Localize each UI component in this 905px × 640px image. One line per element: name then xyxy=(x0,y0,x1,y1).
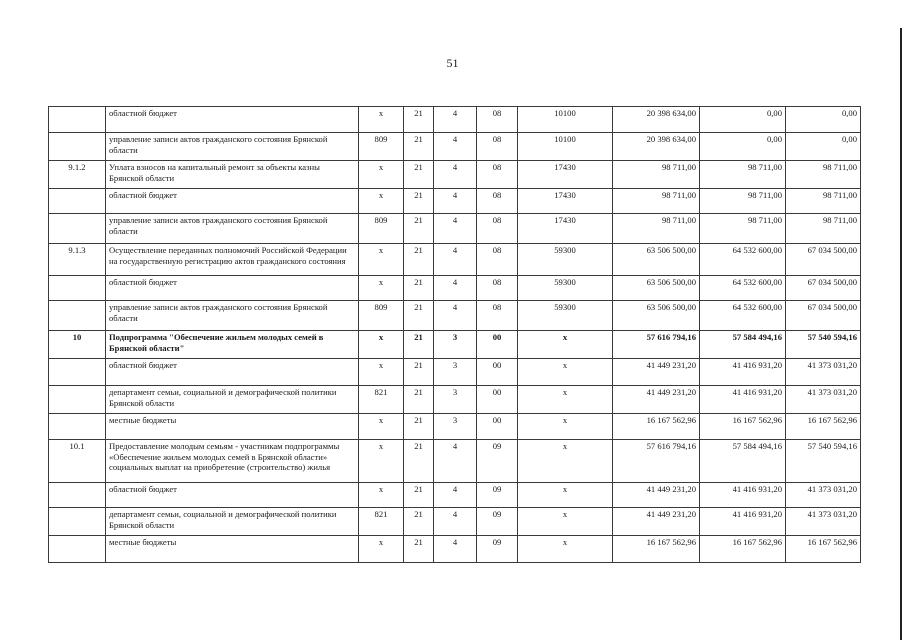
amount-year2-cell: 41 416 931,20 xyxy=(700,386,786,414)
program-code-cell: 21 xyxy=(404,331,434,359)
direction-code-cell: 10100 xyxy=(518,133,613,161)
scan-edge-line xyxy=(900,28,902,640)
subprogram-code-cell: 4 xyxy=(434,301,477,331)
row-name-cell: Осуществление переданных полномочий Российской Федерации на государственную регистрацию актов гражданского состояния xyxy=(106,244,359,276)
table-row xyxy=(49,440,861,483)
amount-year2-cell: 41 416 931,20 xyxy=(700,359,786,386)
program-code-cell: 21 xyxy=(404,414,434,440)
amount-year3-cell: 0,00 xyxy=(786,107,861,133)
amount-year1-cell: 41 449 231,20 xyxy=(613,508,700,536)
table-body xyxy=(49,107,861,563)
amount-year2-cell: 98 711,00 xyxy=(700,161,786,189)
admin-code-cell: х xyxy=(359,331,404,359)
admin-code-cell: х xyxy=(359,483,404,508)
table-row xyxy=(49,483,861,508)
amount-year1-cell: 16 167 562,96 xyxy=(613,414,700,440)
admin-code-cell: х xyxy=(359,414,404,440)
amount-year2-cell: 98 711,00 xyxy=(700,189,786,214)
admin-code-cell: х xyxy=(359,189,404,214)
program-code-cell: 21 xyxy=(404,508,434,536)
direction-code-cell: 59300 xyxy=(518,244,613,276)
row-name-cell: областной бюджет xyxy=(106,107,359,133)
row-name-cell: Уплата взносов на капитальный ремонт за объекты казны Брянской области xyxy=(106,161,359,189)
row-number-cell xyxy=(49,386,106,414)
row-name-cell: областной бюджет xyxy=(106,276,359,301)
subprogram-code-cell: 4 xyxy=(434,276,477,301)
section-code-cell: 00 xyxy=(477,414,518,440)
row-number-cell xyxy=(49,536,106,563)
subprogram-code-cell: 4 xyxy=(434,483,477,508)
row-name-cell: Предоставление молодым семьям - участникам подпрограммы «Обеспечение жильем молодых семей в Брянской области» социальных выплат на приобретение (строительство) жилья xyxy=(106,440,359,483)
amount-year1-cell: 20 398 634,00 xyxy=(613,133,700,161)
direction-code-cell: х xyxy=(518,440,613,483)
table-row xyxy=(49,189,861,214)
amount-year2-cell: 64 532 600,00 xyxy=(700,301,786,331)
direction-code-cell: х xyxy=(518,414,613,440)
admin-code-cell: 809 xyxy=(359,214,404,244)
direction-code-cell: х xyxy=(518,359,613,386)
row-number-cell xyxy=(49,359,106,386)
table-row xyxy=(49,386,861,414)
section-code-cell: 00 xyxy=(477,359,518,386)
amount-year3-cell: 41 373 031,20 xyxy=(786,508,861,536)
section-code-cell: 08 xyxy=(477,133,518,161)
program-code-cell: 21 xyxy=(404,301,434,331)
amount-year2-cell: 41 416 931,20 xyxy=(700,508,786,536)
row-number-cell xyxy=(49,301,106,331)
table-row xyxy=(49,244,861,276)
direction-code-cell: х xyxy=(518,508,613,536)
section-code-cell: 09 xyxy=(477,483,518,508)
row-number-cell xyxy=(49,276,106,301)
amount-year1-cell: 63 506 500,00 xyxy=(613,276,700,301)
section-code-cell: 08 xyxy=(477,161,518,189)
row-name-cell: областной бюджет xyxy=(106,359,359,386)
section-code-cell: 08 xyxy=(477,214,518,244)
admin-code-cell: х xyxy=(359,536,404,563)
admin-code-cell: х xyxy=(359,359,404,386)
section-code-cell: 09 xyxy=(477,440,518,483)
amount-year3-cell: 41 373 031,20 xyxy=(786,386,861,414)
amount-year3-cell: 16 167 562,96 xyxy=(786,414,861,440)
direction-code-cell: х xyxy=(518,331,613,359)
table-row xyxy=(49,331,861,359)
program-code-cell: 21 xyxy=(404,483,434,508)
program-code-cell: 21 xyxy=(404,440,434,483)
subprogram-code-cell: 4 xyxy=(434,133,477,161)
budget-table xyxy=(48,106,861,563)
direction-code-cell: 59300 xyxy=(518,301,613,331)
admin-code-cell: 821 xyxy=(359,508,404,536)
amount-year3-cell: 41 373 031,20 xyxy=(786,359,861,386)
program-code-cell: 21 xyxy=(404,161,434,189)
direction-code-cell: 10100 xyxy=(518,107,613,133)
subprogram-code-cell: 3 xyxy=(434,359,477,386)
amount-year2-cell: 64 532 600,00 xyxy=(700,244,786,276)
direction-code-cell: х xyxy=(518,483,613,508)
row-number-cell: 9.1.2 xyxy=(49,161,106,189)
table-row xyxy=(49,301,861,331)
direction-code-cell: 17430 xyxy=(518,214,613,244)
section-code-cell: 08 xyxy=(477,244,518,276)
row-number-cell: 10.1 xyxy=(49,440,106,483)
amount-year1-cell: 57 616 794,16 xyxy=(613,331,700,359)
subprogram-code-cell: 3 xyxy=(434,386,477,414)
program-code-cell: 21 xyxy=(404,536,434,563)
row-name-cell: управление записи актов гражданского состояния Брянской области xyxy=(106,301,359,331)
direction-code-cell: х xyxy=(518,536,613,563)
program-code-cell: 21 xyxy=(404,244,434,276)
row-number-cell xyxy=(49,483,106,508)
subprogram-code-cell: 4 xyxy=(434,440,477,483)
amount-year2-cell: 41 416 931,20 xyxy=(700,483,786,508)
direction-code-cell: х xyxy=(518,386,613,414)
amount-year2-cell: 64 532 600,00 xyxy=(700,276,786,301)
row-number-cell xyxy=(49,508,106,536)
row-name-cell: управление записи актов гражданского состояния Брянской области xyxy=(106,133,359,161)
section-code-cell: 08 xyxy=(477,107,518,133)
section-code-cell: 00 xyxy=(477,331,518,359)
amount-year1-cell: 20 398 634,00 xyxy=(613,107,700,133)
table-row xyxy=(49,508,861,536)
row-name-cell: местные бюджеты xyxy=(106,414,359,440)
amount-year2-cell: 57 584 494,16 xyxy=(700,440,786,483)
amount-year2-cell: 98 711,00 xyxy=(700,214,786,244)
subprogram-code-cell: 4 xyxy=(434,508,477,536)
amount-year1-cell: 98 711,00 xyxy=(613,161,700,189)
row-number-cell xyxy=(49,189,106,214)
amount-year3-cell: 67 034 500,00 xyxy=(786,244,861,276)
amount-year2-cell: 16 167 562,96 xyxy=(700,536,786,563)
program-code-cell: 21 xyxy=(404,107,434,133)
direction-code-cell: 59300 xyxy=(518,276,613,301)
table-row xyxy=(49,536,861,563)
subprogram-code-cell: 4 xyxy=(434,189,477,214)
subprogram-code-cell: 4 xyxy=(434,244,477,276)
table-row xyxy=(49,107,861,133)
program-code-cell: 21 xyxy=(404,386,434,414)
row-name-cell: департамент семьи, социальной и демографической политики Брянской области xyxy=(106,386,359,414)
amount-year1-cell: 63 506 500,00 xyxy=(613,244,700,276)
admin-code-cell: 809 xyxy=(359,133,404,161)
program-code-cell: 21 xyxy=(404,133,434,161)
row-name-cell: Подпрограмма "Обеспечение жильем молодых семей в Брянской области" xyxy=(106,331,359,359)
amount-year2-cell: 16 167 562,96 xyxy=(700,414,786,440)
row-number-cell: 9.1.3 xyxy=(49,244,106,276)
program-code-cell: 21 xyxy=(404,276,434,301)
table-row xyxy=(49,359,861,386)
amount-year1-cell: 16 167 562,96 xyxy=(613,536,700,563)
program-code-cell: 21 xyxy=(404,214,434,244)
amount-year2-cell: 0,00 xyxy=(700,107,786,133)
amount-year1-cell: 41 449 231,20 xyxy=(613,386,700,414)
program-code-cell: 21 xyxy=(404,359,434,386)
amount-year3-cell: 57 540 594,16 xyxy=(786,331,861,359)
page-number: 51 xyxy=(446,56,459,70)
subprogram-code-cell: 4 xyxy=(434,214,477,244)
admin-code-cell: х xyxy=(359,161,404,189)
table-row xyxy=(49,133,861,161)
section-code-cell: 08 xyxy=(477,301,518,331)
table-row xyxy=(49,276,861,301)
table-row xyxy=(49,414,861,440)
admin-code-cell: 809 xyxy=(359,301,404,331)
row-name-cell: управление записи актов гражданского состояния Брянской области xyxy=(106,214,359,244)
amount-year1-cell: 41 449 231,20 xyxy=(613,359,700,386)
subprogram-code-cell: 3 xyxy=(434,414,477,440)
amount-year3-cell: 41 373 031,20 xyxy=(786,483,861,508)
admin-code-cell: х xyxy=(359,244,404,276)
direction-code-cell: 17430 xyxy=(518,161,613,189)
table-row xyxy=(49,214,861,244)
table-row xyxy=(49,161,861,189)
program-code-cell: 21 xyxy=(404,189,434,214)
row-number-cell: 10 xyxy=(49,331,106,359)
row-number-cell xyxy=(49,107,106,133)
admin-code-cell: х xyxy=(359,107,404,133)
amount-year2-cell: 0,00 xyxy=(700,133,786,161)
section-code-cell: 00 xyxy=(477,386,518,414)
section-code-cell: 09 xyxy=(477,536,518,563)
row-number-cell xyxy=(49,214,106,244)
row-number-cell xyxy=(49,414,106,440)
amount-year3-cell: 67 034 500,00 xyxy=(786,276,861,301)
admin-code-cell: х xyxy=(359,440,404,483)
amount-year1-cell: 98 711,00 xyxy=(613,189,700,214)
subprogram-code-cell: 4 xyxy=(434,161,477,189)
subprogram-code-cell: 3 xyxy=(434,331,477,359)
subprogram-code-cell: 4 xyxy=(434,536,477,563)
amount-year1-cell: 98 711,00 xyxy=(613,214,700,244)
amount-year1-cell: 63 506 500,00 xyxy=(613,301,700,331)
amount-year3-cell: 98 711,00 xyxy=(786,161,861,189)
amount-year3-cell: 67 034 500,00 xyxy=(786,301,861,331)
admin-code-cell: 821 xyxy=(359,386,404,414)
section-code-cell: 09 xyxy=(477,508,518,536)
amount-year3-cell: 16 167 562,96 xyxy=(786,536,861,563)
amount-year3-cell: 57 540 594,16 xyxy=(786,440,861,483)
amount-year1-cell: 41 449 231,20 xyxy=(613,483,700,508)
row-name-cell: областной бюджет xyxy=(106,483,359,508)
amount-year3-cell: 98 711,00 xyxy=(786,189,861,214)
section-code-cell: 08 xyxy=(477,276,518,301)
subprogram-code-cell: 4 xyxy=(434,107,477,133)
amount-year2-cell: 57 584 494,16 xyxy=(700,331,786,359)
section-code-cell: 08 xyxy=(477,189,518,214)
row-name-cell: местные бюджеты xyxy=(106,536,359,563)
amount-year3-cell: 98 711,00 xyxy=(786,214,861,244)
amount-year3-cell: 0,00 xyxy=(786,133,861,161)
admin-code-cell: х xyxy=(359,276,404,301)
row-number-cell xyxy=(49,133,106,161)
row-name-cell: областной бюджет xyxy=(106,189,359,214)
row-name-cell: департамент семьи, социальной и демографической политики Брянской области xyxy=(106,508,359,536)
amount-year1-cell: 57 616 794,16 xyxy=(613,440,700,483)
direction-code-cell: 17430 xyxy=(518,189,613,214)
